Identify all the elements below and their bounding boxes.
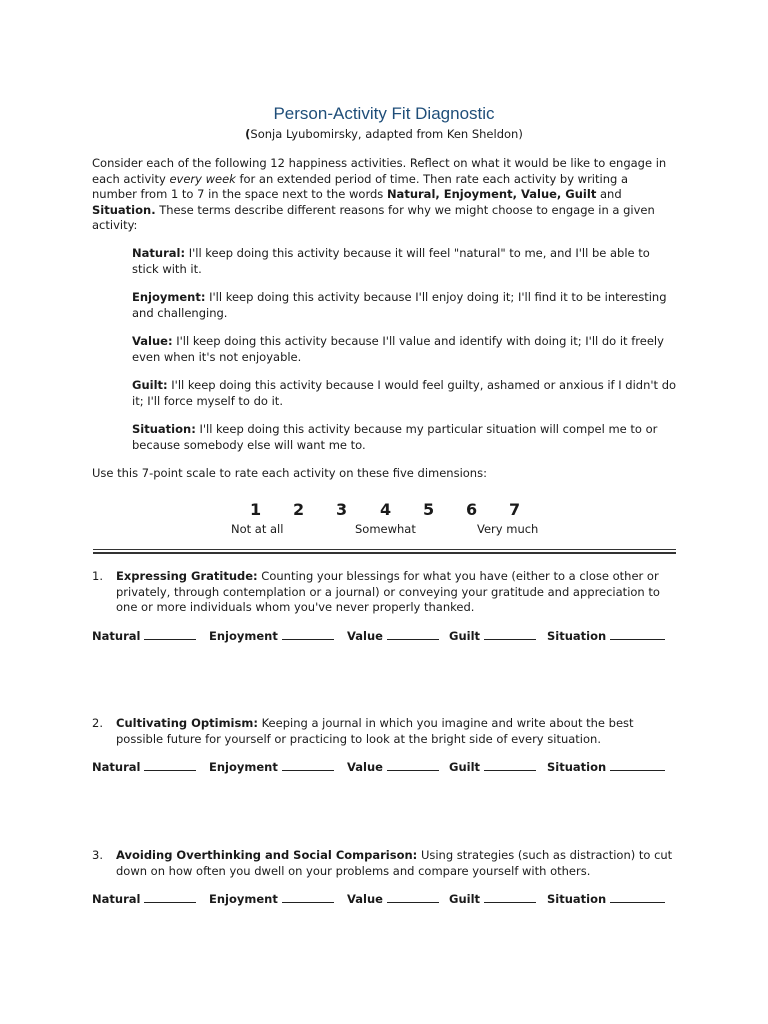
activity-description: Using strategies (such as distraction) to cut down on how often you dwell on your problems and compare yourself with others. (116, 848, 673, 878)
value-rating-blank[interactable] (387, 629, 439, 640)
activity-number: 2. (92, 716, 103, 730)
scale-number: 1 (250, 500, 262, 519)
activity-title: Avoiding Overthinking and Social Comparison: (116, 848, 418, 862)
page-subtitle: (Sonja Lyubomirsky, adapted from Ken Sheldon) (245, 127, 523, 141)
rating-label: Natural (92, 892, 141, 906)
scale-number: 6 (466, 500, 478, 519)
intro-term-situation: Situation. (92, 202, 156, 217)
definitions-list (132, 246, 677, 466)
activity-item-2 (92, 716, 676, 747)
rating-label: Value (347, 760, 383, 774)
rating-label: Situation (547, 760, 607, 774)
intro-terms: Natural, Enjoyment, Value, Guilt (386, 187, 597, 201)
page-title: Person-Activity Fit Diagnostic (273, 104, 495, 123)
rating-label: Enjoyment (209, 892, 278, 906)
definition-text: I'll keep doing this activity because my particular situation will compel me to or because somebody else will want me to. (132, 422, 658, 452)
definition-natural (132, 246, 677, 277)
enjoyment-rating-blank[interactable] (282, 892, 334, 903)
value-rating-blank[interactable] (387, 760, 439, 771)
rating-label: Guilt (449, 760, 481, 774)
rating-label: Natural (92, 760, 141, 774)
scale-number: 5 (423, 500, 435, 519)
rating-label: Value (347, 629, 383, 643)
natural-rating-blank[interactable] (144, 760, 196, 771)
scale-instruction: Use this 7-point scale to rate each activity on these five dimensions: (92, 466, 487, 480)
definition-guilt (132, 378, 677, 409)
definition-enjoyment (132, 290, 677, 321)
definition-text: I'll keep doing this activity because I'll enjoy doing it; I'll find it to be interesting and challenging. (132, 290, 667, 320)
scale-label-high: Very much (477, 522, 539, 536)
rating-label: Situation (547, 892, 607, 906)
rating-label: Enjoyment (209, 760, 278, 774)
rating-label: Value (347, 892, 383, 906)
definition-situation (132, 422, 677, 453)
definition-term: Situation: (132, 422, 196, 436)
activity-title: Expressing Gratitude: (116, 569, 258, 583)
scale-label-mid: Somewhat (355, 522, 416, 536)
definition-term: Guilt: (132, 378, 168, 392)
scale-number: 2 (293, 500, 305, 519)
scale-numbers (240, 500, 540, 522)
scale-label-low: Not at all (231, 522, 284, 536)
intro-emphasis: every week (169, 171, 236, 186)
rating-row-1 (92, 629, 676, 645)
activity-number: 1. (92, 569, 103, 583)
scale-labels (230, 522, 550, 538)
rating-label: Situation (547, 629, 607, 643)
activity-title: Cultivating Optimism: (116, 716, 258, 730)
rating-label: Guilt (449, 892, 481, 906)
definition-text: I'll keep doing this activity because I'll value and identify with doing it; I'll do it freely even when it's not enjoyable. (132, 334, 664, 364)
rating-label: Enjoyment (209, 629, 278, 643)
guilt-rating-blank[interactable] (484, 760, 536, 771)
intro-paragraph (92, 156, 676, 234)
situation-rating-blank[interactable] (610, 629, 665, 640)
divider (93, 549, 676, 550)
intro-text-1: Consider each of the following 12 happiness activities. Reflect on what it would be like to engage in each activity (92, 156, 667, 186)
scale-number: 4 (380, 500, 392, 519)
rating-row-2 (92, 760, 676, 776)
guilt-rating-blank[interactable] (484, 892, 536, 903)
situation-rating-blank[interactable] (610, 760, 665, 771)
definition-term: Value: (132, 334, 173, 348)
definition-text: I'll keep doing this activity because it will feel "natural" to me, and I'll be able to stick with it. (132, 246, 650, 276)
activity-description: Keeping a journal in which you imagine and write about the best possible future for yourself or practicing to look at the bright side of every situation. (116, 716, 634, 746)
rating-label: Natural (92, 629, 141, 643)
activity-item-1 (92, 569, 676, 616)
definition-term: Natural: (132, 246, 186, 260)
activity-item-3 (92, 848, 676, 879)
definition-value (132, 334, 677, 365)
scale-number: 7 (509, 500, 521, 519)
rating-row-3 (92, 892, 676, 908)
divider (93, 552, 676, 554)
subtitle-text: Sonja Lyubomirsky, adapted from Ken Sheldon (250, 127, 519, 141)
activity-description: Counting your blessings for what you have (either to a close other or privately, through contemplation or a journal) or conveying your gratitude and appreciation to one or more individuals whom you've never properly thanked. (116, 569, 660, 614)
rating-label: Guilt (449, 629, 481, 643)
intro-text-4: These terms describe different reasons for why we might choose to engage in a given activity: (92, 202, 655, 232)
natural-rating-blank[interactable] (144, 892, 196, 903)
enjoyment-rating-blank[interactable] (282, 629, 334, 640)
enjoyment-rating-blank[interactable] (282, 760, 334, 771)
natural-rating-blank[interactable] (144, 629, 196, 640)
definition-term: Enjoyment: (132, 290, 206, 304)
intro-text-3: and (596, 187, 622, 201)
activity-number: 3. (92, 848, 103, 862)
scale-number: 3 (336, 500, 348, 519)
situation-rating-blank[interactable] (610, 892, 665, 903)
definition-text: I'll keep doing this activity because I would feel guilty, ashamed or anxious if I didn't do it; I'll force myself to do it. (132, 378, 677, 408)
guilt-rating-blank[interactable] (484, 629, 536, 640)
intro-text-2: for an extended period of time. Then rate each activity by writing a number from 1 to 7 in the space next to the words (92, 171, 628, 201)
value-rating-blank[interactable] (387, 892, 439, 903)
